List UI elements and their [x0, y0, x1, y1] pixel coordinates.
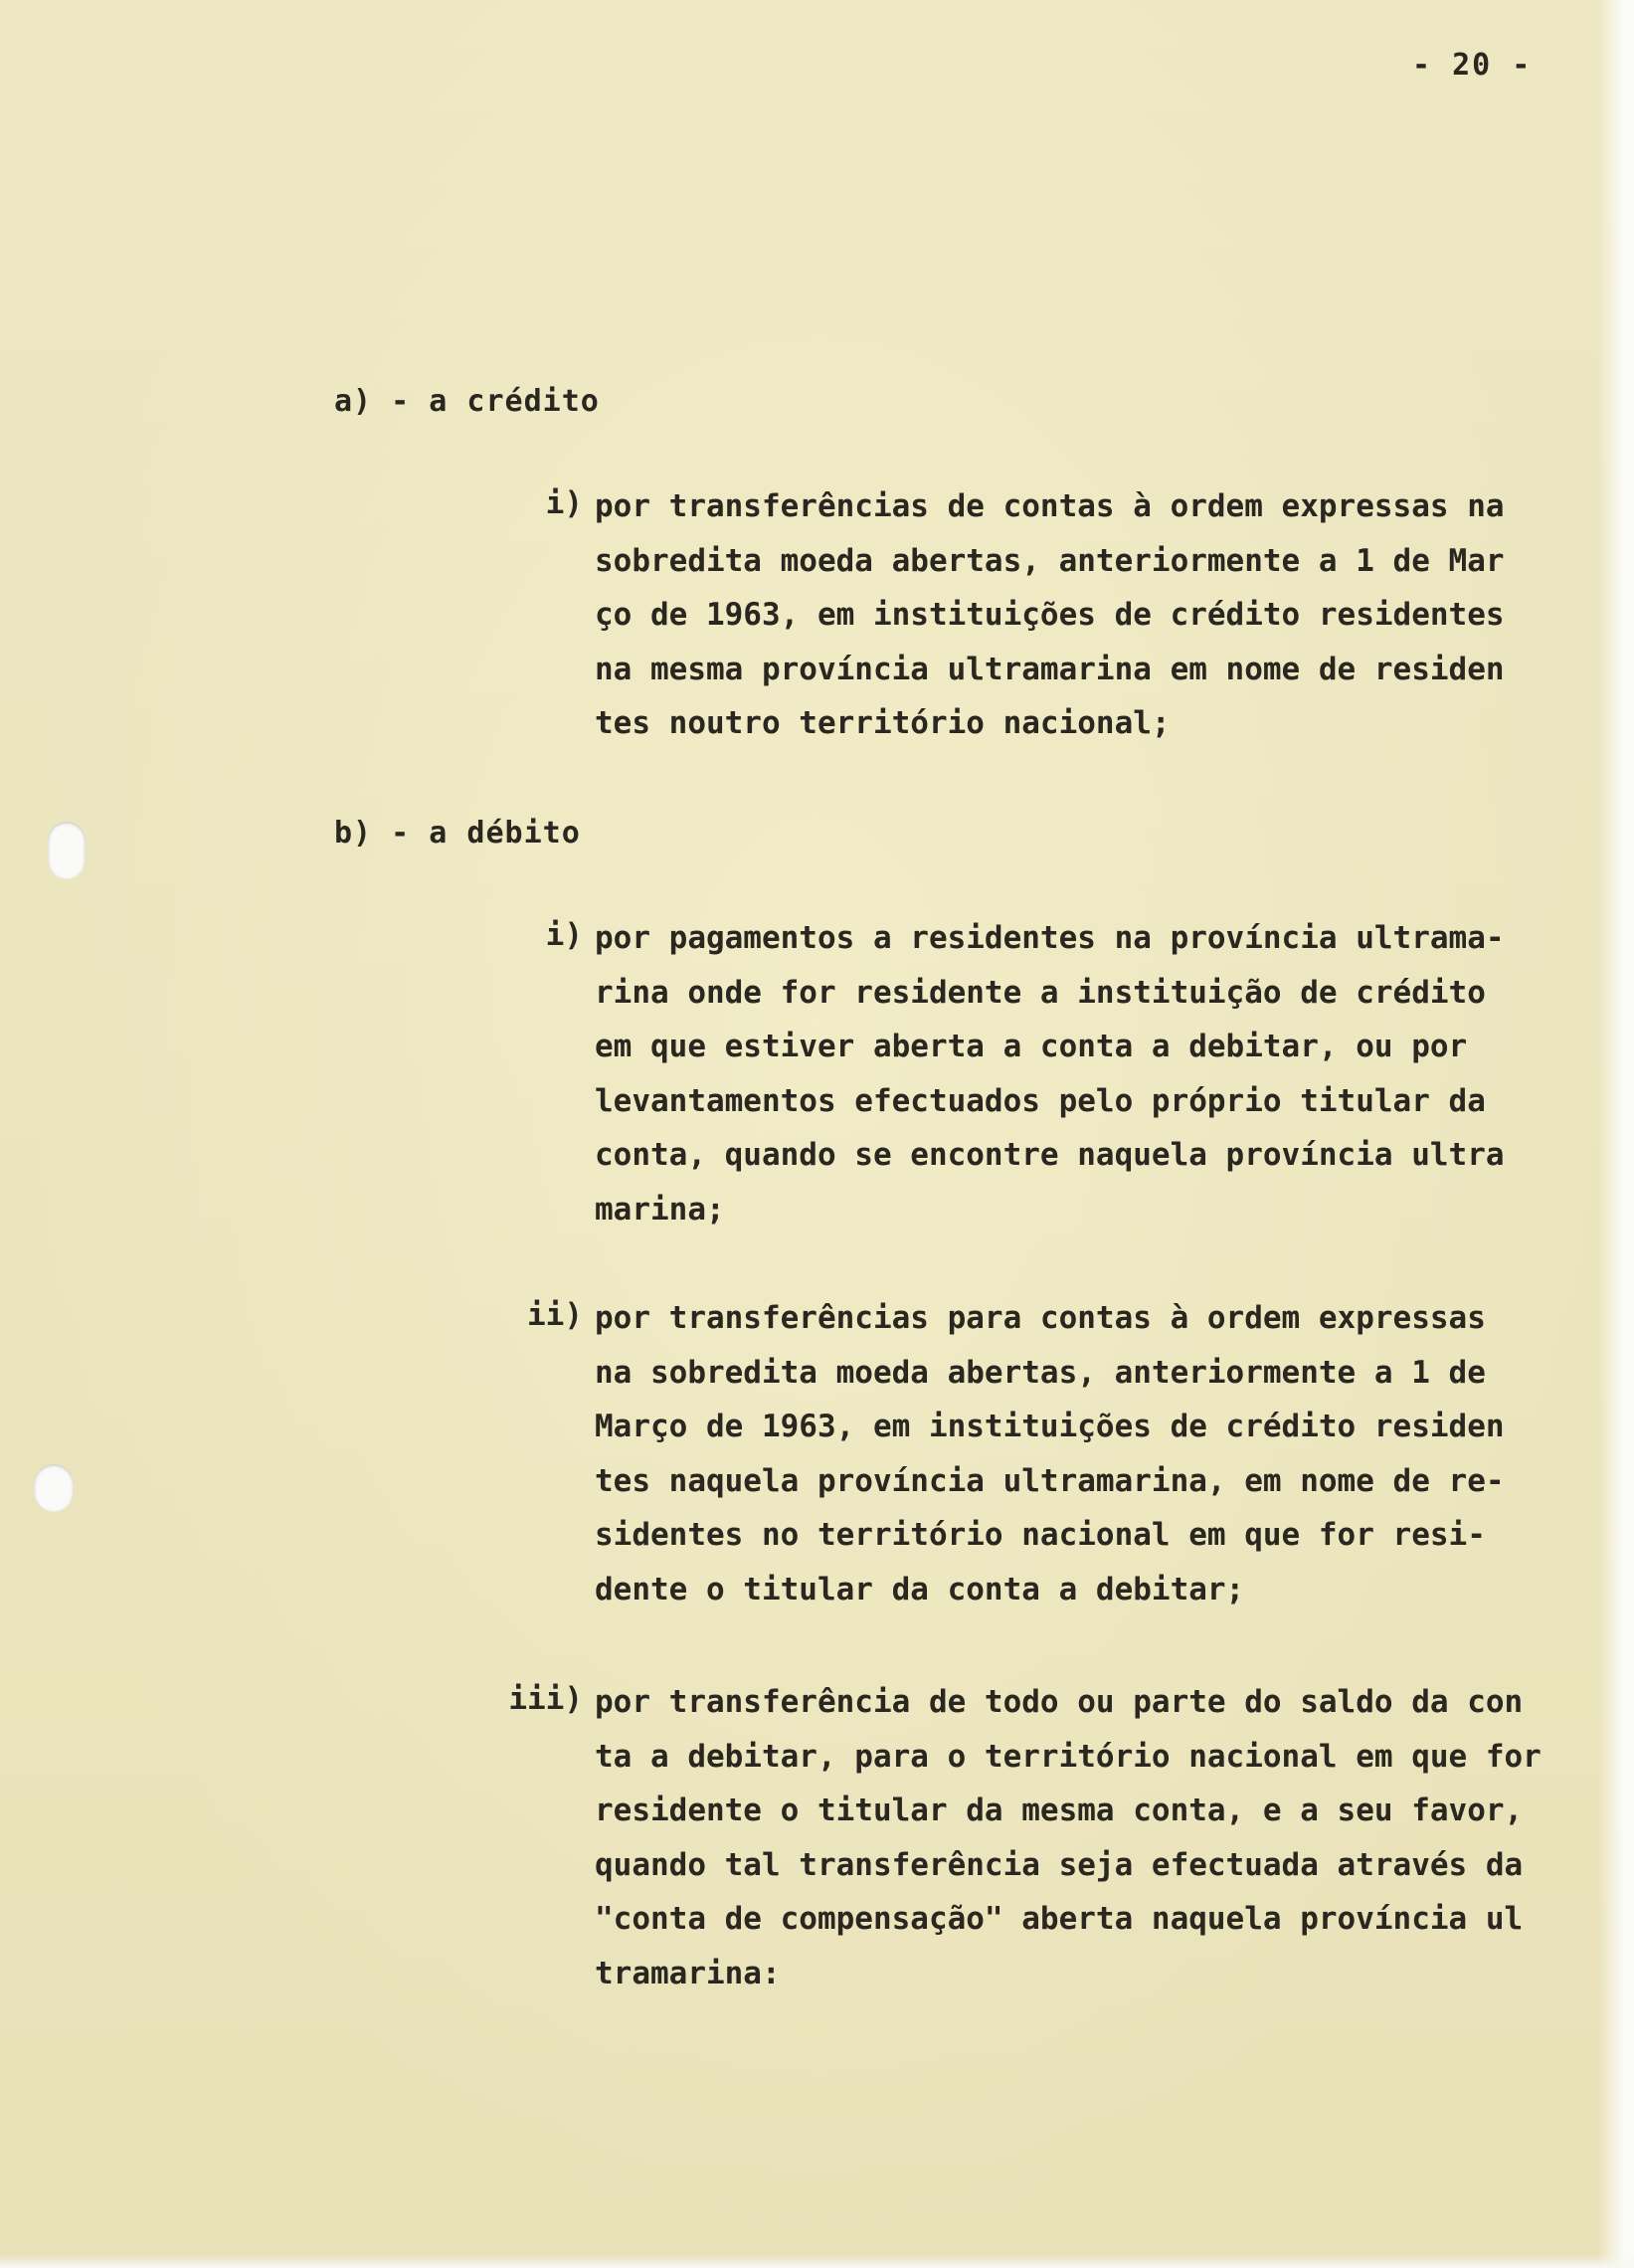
item-text-credit-i [595, 479, 1569, 751]
page-edge-bottom [0, 2254, 1634, 2268]
text-line: quando tal transferência seja efectuada através da [595, 1846, 1524, 1883]
item-marker-debit-ii: ii) [527, 1297, 583, 1333]
item-text-debit-ii [595, 1291, 1569, 1616]
punch-hole-bottom [34, 1464, 74, 1512]
page-edge-right [1598, 0, 1634, 2268]
punch-hole-top [48, 822, 86, 879]
text-line: levantamentos efectuados pelo próprio titular da [595, 1082, 1486, 1119]
text-line: por transferência de todo ou parte do saldo da con [595, 1684, 1524, 1720]
text-line: por pagamentos a residentes na província ultrama- [595, 920, 1505, 956]
section-heading-credit: a) - a crédito [334, 384, 600, 419]
item-marker-credit-i: i) [545, 485, 583, 521]
text-line: sobredita moeda abertas, anteriormente a 1 de Mar [595, 542, 1505, 579]
text-line: marina; [595, 1191, 725, 1228]
text-line: tes naquela província ultramarina, em nome de re- [595, 1462, 1505, 1499]
text-line: dente o titular da conta a debitar; [595, 1571, 1245, 1607]
item-marker-debit-i: i) [545, 917, 583, 953]
item-text-debit-iii [595, 1675, 1569, 2000]
text-line: rina onde for residente a instituição de crédito [595, 974, 1486, 1011]
text-line: sidentes no território nacional em que for resi- [595, 1517, 1486, 1553]
text-line: em que estiver aberta a conta a debitar, ou por [595, 1029, 1468, 1064]
section-heading-debit: b) - a débito [334, 816, 581, 850]
text-line: "conta de compensação" aberta naquela província ul [595, 1901, 1524, 1937]
text-line: por transferências de contas à ordem expressas na [595, 488, 1505, 524]
text-line: na mesma província ultramarina em nome de residen [595, 651, 1505, 687]
text-line: tramarina: [595, 1955, 781, 1991]
item-text-debit-i [595, 911, 1569, 1236]
text-line: tes noutro território nacional; [595, 705, 1171, 741]
page-number: - 20 - [1412, 48, 1533, 83]
text-line: residente o titular da mesma conta, e a seu favor, [595, 1793, 1524, 1828]
text-line: ço de 1963, em instituições de crédito residentes [595, 597, 1505, 633]
item-marker-debit-iii: iii) [508, 1681, 583, 1717]
text-line: conta, quando se encontre naquela província ultra [595, 1137, 1505, 1173]
text-line: ta a debitar, para o território nacional em que for [595, 1738, 1542, 1775]
text-line: Março de 1963, em instituições de crédito residen [595, 1409, 1505, 1444]
text-line: por transferências para contas à ordem expressas [595, 1300, 1486, 1336]
text-line: na sobredita moeda abertas, anteriormente a 1 de [595, 1354, 1486, 1391]
